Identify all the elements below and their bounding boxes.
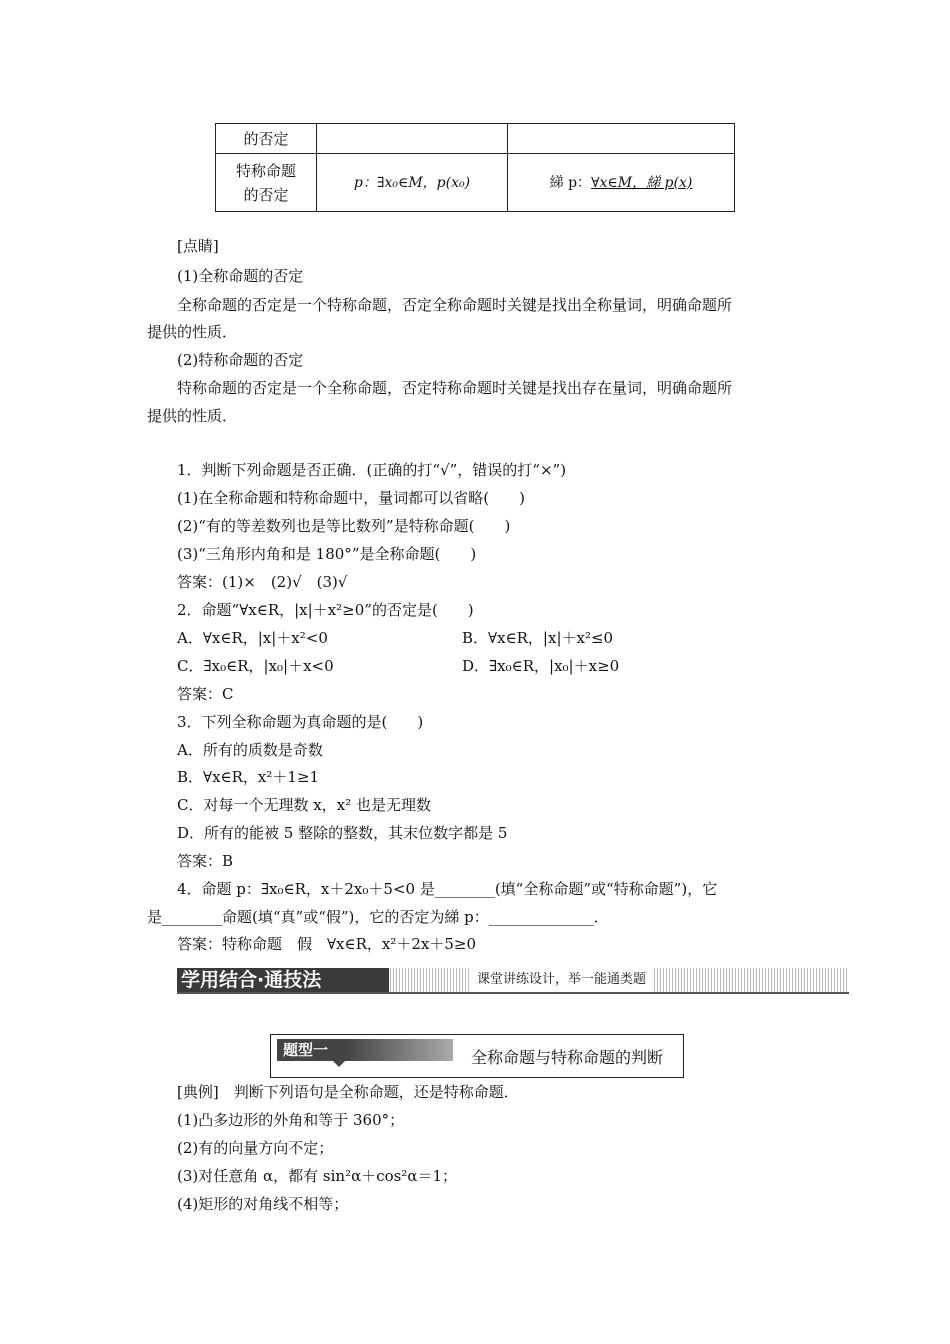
option-a: A．所有的质数是奇数: [177, 741, 323, 759]
table-cell: 的否定: [216, 124, 317, 154]
example-item: (3)对任意角 α，都有 sin²α＋cos²α＝1；: [177, 1167, 458, 1185]
option-c: C．对每一个无理数 x，x² 也是无理数: [177, 796, 431, 814]
option-d: D．所有的能被 5 整除的整数，其末位数字都是 5: [177, 824, 508, 842]
banner-subtitle: 课堂讲练设计，举一能通类题: [469, 968, 654, 992]
table-cell: [216, 154, 317, 212]
table-cell-underlined: ∀x∈M，綈 p(x): [591, 174, 693, 191]
paragraph-line: 特称命题的否定是一个全称命题，否定特称命题时关键是找出存在量词，明确命题所: [177, 379, 733, 397]
table-cell: [508, 154, 735, 212]
dianjing-head: [点睛]: [177, 237, 219, 255]
answer-text: 答案：B: [177, 852, 234, 870]
example-stem: [典例] 判断下列语句是全称命题，还是特称命题．: [177, 1083, 519, 1101]
section-title: (1)全称命题的否定: [177, 267, 304, 285]
negation-table: [215, 123, 735, 212]
answer-text: 答案：特称命题 假 ∀x∈R，x²＋2x＋5≥0: [177, 935, 477, 953]
type-label: 题型一: [277, 1039, 453, 1061]
option-b: B．∀x∈R，|x|＋x²≤0: [462, 629, 614, 647]
option-c: C．∃x₀∈R，|x₀|＋x<0: [177, 657, 334, 675]
type-title: 全称命题与特称命题的判断: [471, 1048, 664, 1067]
question-item: (2)“有的等差数列也是等比数列”是特称命题( ): [177, 517, 511, 535]
question-item: (3)“三角形内角和是 180°”是全称命题( ): [177, 545, 477, 563]
example-item: (2)有的向量方向不定；: [177, 1139, 334, 1157]
question-stem: 3．下列全称命题为真命题的是( ): [177, 713, 424, 731]
option-d: D．∃x₀∈R，|x₀|＋x≥0: [462, 657, 620, 675]
answer-text: 答案：(1)× (2)√ (3)√: [177, 573, 348, 591]
paragraph-line: 提供的性质．: [147, 323, 238, 341]
answer-text: 答案：C: [177, 685, 234, 703]
option-b: B．∀x∈R，x²＋1≥1: [177, 768, 320, 786]
table-cell: [317, 124, 508, 154]
table-cell-line: 特称命题: [235, 161, 296, 180]
option-a: A．∀x∈R，|x|＋x²<0: [177, 629, 328, 647]
question-item: (1)在全称命题和特称命题中，量词都可以省略( ): [177, 489, 525, 507]
banner-title: 学用结合·通技法: [177, 968, 389, 992]
table-cell-line: 的否定: [243, 185, 289, 204]
question-stem: 2．命题“∀x∈R，|x|＋x²≥0”的否定是( ): [177, 601, 474, 619]
question-stem: 4．命题 p：∃x₀∈R，x＋2x₀＋5<0 是________(填“全称命题”或“特称命题”)，它: [177, 880, 718, 898]
table-cell: p：∃x₀∈M，p(x₀): [317, 154, 508, 212]
section-banner: [177, 968, 849, 994]
example-item: (1)凸多边形的外角和等于 360°；: [177, 1111, 405, 1129]
paragraph-line: 提供的性质．: [147, 407, 238, 425]
section-title: (2)特称命题的否定: [177, 351, 304, 369]
question-stem-cont: 是________命题(填“真”或“假”)，它的否定为綈 p：______________．: [147, 908, 609, 926]
type-box: [270, 1034, 684, 1078]
table-cell: [508, 124, 735, 154]
banner-rule: [177, 992, 849, 994]
table-cell-prefix: 綈 p：: [549, 174, 592, 191]
paragraph-line: 全称命题的否定是一个特称命题，否定全称命题时关键是找出全称量词，明确命题所: [177, 296, 733, 314]
example-item: (4)矩形的对角线不相等；: [177, 1195, 349, 1213]
question-stem: 1．判断下列命题是否正确．(正确的打“√”，错误的打“×”): [177, 461, 567, 479]
